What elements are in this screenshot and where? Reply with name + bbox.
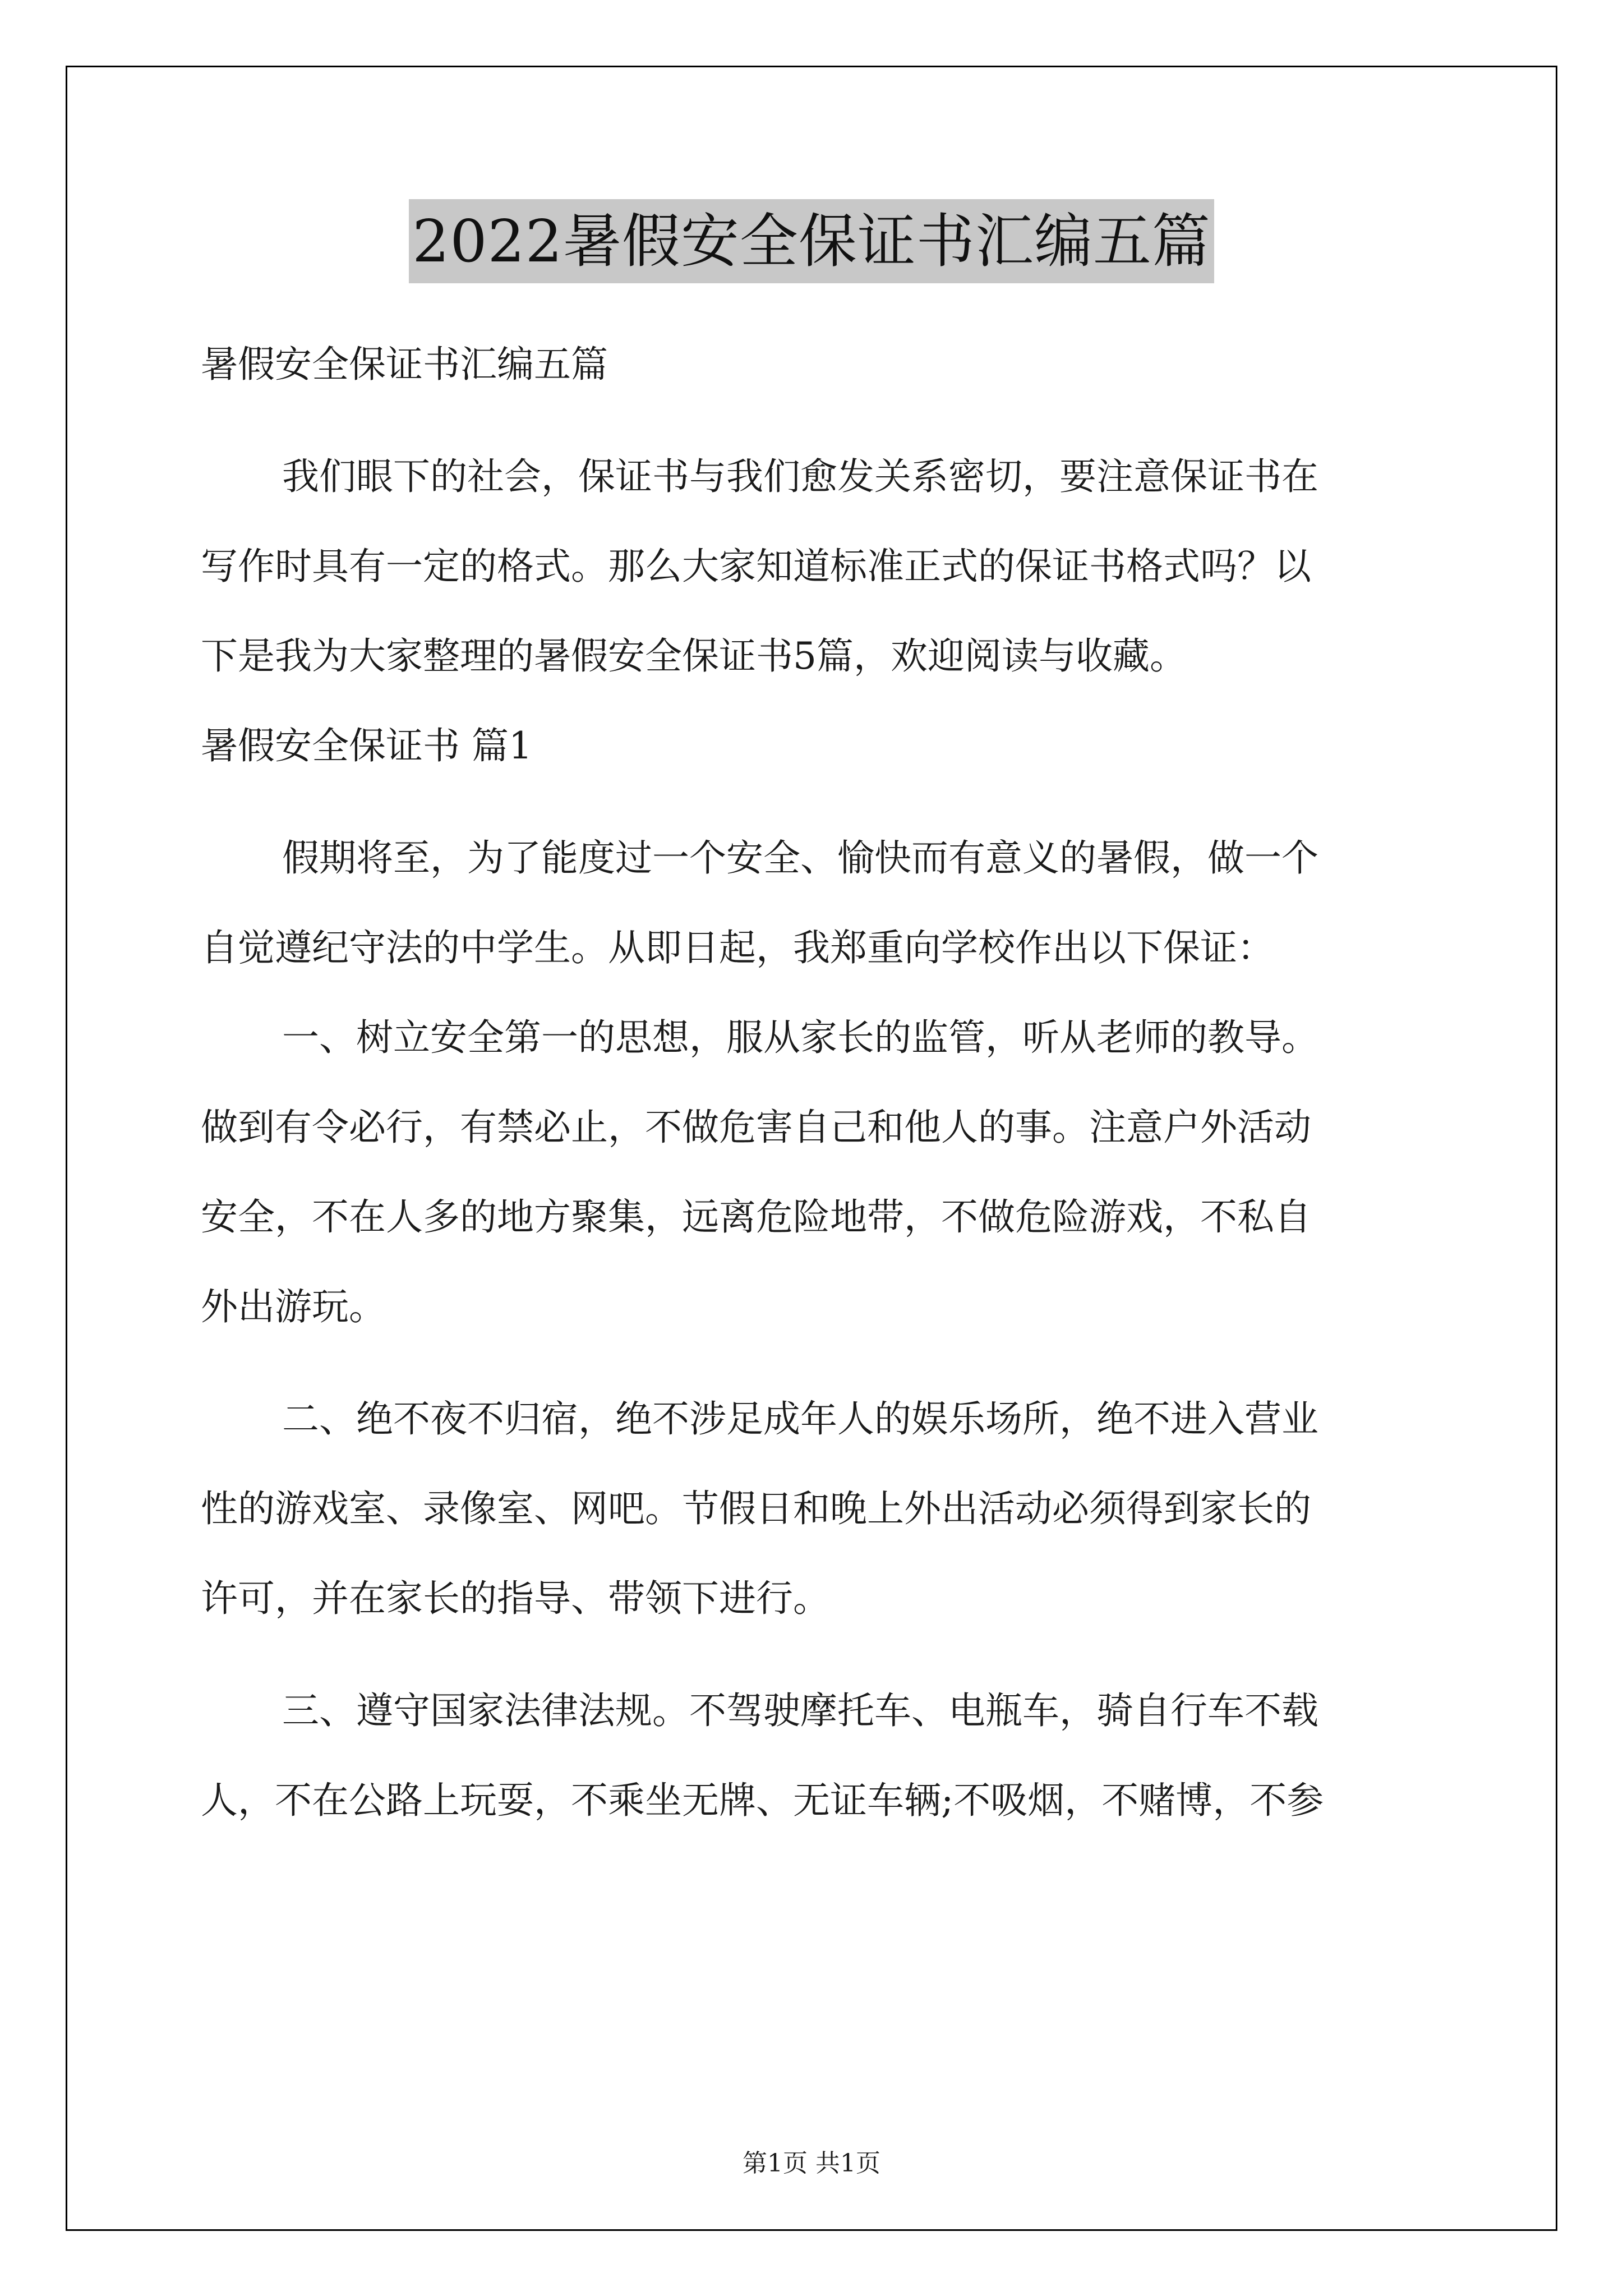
intro-line: 写作时具有一定的格式。那么大家知道标准正式的保证书格式吗？以	[201, 545, 1311, 588]
title-container	[0, 199, 1623, 283]
intro-line: 我们眼下的社会，保证书与我们愈发关系密切，要注意保证书在	[282, 455, 1318, 498]
document-title: 2022暑假安全保证书汇编五篇	[409, 199, 1214, 283]
paragraph-line: 三、遵守国家法律法规。不驾驶摩托车、电瓶车，骑自行车不载	[282, 1689, 1318, 1732]
paragraph-line: 自觉遵纪守法的中学生。从即日起，我郑重向学校作出以下保证：	[201, 926, 1274, 969]
paragraph-line: 外出游玩。	[201, 1285, 386, 1328]
paragraph-line: 假期将至，为了能度过一个安全、愉快而有意义的暑假，做一个	[282, 836, 1318, 880]
paragraph-line: 人，不在公路上玩耍，不乘坐无牌、无证车辆;不吸烟，不赌博，不参	[201, 1779, 1324, 1822]
subtitle: 暑假安全保证书汇编五篇	[201, 343, 608, 386]
paragraph-line: 性的游戏室、录像室、网吧。节假日和晚上外出活动必须得到家长的	[201, 1487, 1311, 1530]
intro-line: 下是我为大家整理的暑假安全保证书5篇，欢迎阅读与收藏。	[201, 634, 1187, 678]
section-heading: 暑假安全保证书 篇1	[201, 724, 532, 767]
paragraph-line: 许可，并在家长的指导、带领下进行。	[201, 1577, 830, 1620]
paragraph-line: 做到有令必行，有禁必止，不做危害自己和他人的事。注意户外活动	[201, 1106, 1311, 1149]
paragraph-line: 一、树立安全第一的思想，服从家长的监管，听从老师的教导。	[282, 1016, 1318, 1059]
paragraph-line: 二、绝不夜不归宿，绝不涉足成年人的娱乐场所，绝不进入营业	[282, 1397, 1318, 1441]
page-number-footer: 第1页 共1页	[743, 2149, 880, 2178]
paragraph-line: 安全，不在人多的地方聚集，远离危险地带，不做危险游戏，不私自	[201, 1195, 1311, 1239]
document-body	[201, 320, 1435, 1846]
